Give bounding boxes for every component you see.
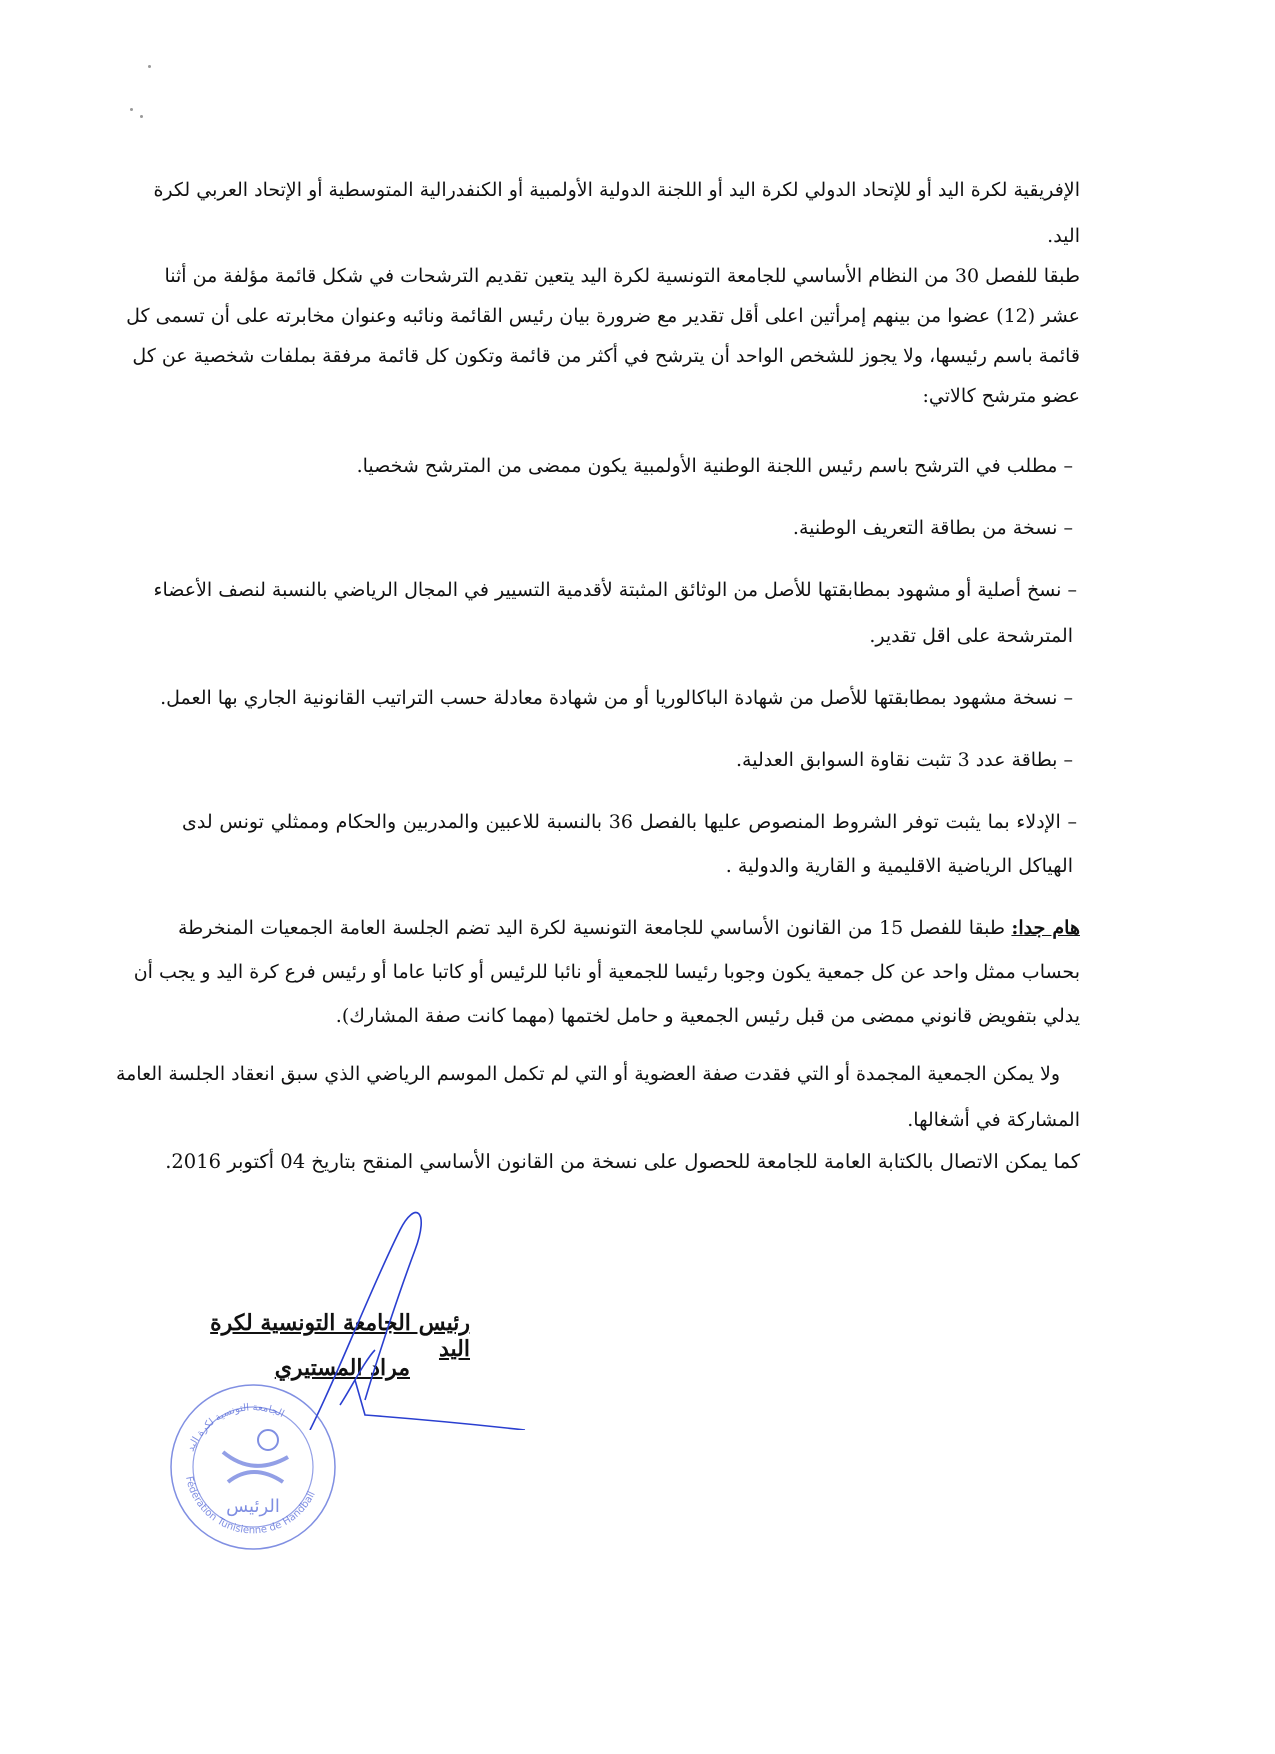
requirement-item: – نسخة مشهود بمطابقتها للأصل من شهادة الباكالوريا أو من شهادة معادلة حسب التراتيب القانونية الجاري بها العمل.	[160, 687, 1073, 709]
stamp-bottom-text: Fédération Tunisienne de Handball	[183, 1475, 318, 1537]
svg-text:الجامعة التونسية لكرة اليد	[186, 1402, 286, 1453]
federation-stamp	[168, 1382, 338, 1552]
important-line: يدلي بتفويض قانوني ممضى من قبل رئيس الجمعية و حامل لختمها (مهما كانت صفة المشارك).	[335, 1005, 1080, 1027]
requirement-item: – الإدلاء بما يثبت توفر الشروط المنصوص عليها بالفصل 36 بالنسبة للاعبين والمدربين والحكام وممثلي تونس لدى	[182, 811, 1078, 833]
important-label: هام جدا:	[1011, 917, 1080, 939]
requirement-item: – نسخة من بطاقة التعريف الوطنية.	[792, 517, 1073, 539]
requirement-item-cont: المترشحة على اقل تقدير.	[869, 625, 1073, 647]
stamp-center-text: الرئيس	[226, 1496, 280, 1517]
signatory-title: رئيس الجامعة التونسية لكرة اليد	[210, 1310, 470, 1362]
scan-speck	[140, 115, 143, 118]
exclusion-line: ولا يمكن الجمعية المجمدة أو التي فقدت صفة العضوية أو التي لم تكمل الموسم الرياضي الذي سبق انعقاد الجلسة العامة	[115, 1063, 1060, 1085]
stamp-top-text: الجامعة التونسية لكرة اليد	[185, 1402, 286, 1454]
requirement-item: – بطاقة عدد 3 تثبت نقاوة السوابق العدلية.	[735, 749, 1073, 771]
article30-line: قائمة باسم رئيسها، ولا يجوز للشخص الواحد أن يترشح في أكثر من قائمة وتكون كل قائمة مرفقة بملفات شخصية عن كل	[132, 345, 1080, 367]
important-line: هام جدا: طبقا للفصل 15 من القانون الأساسي للجامعة التونسية لكرة اليد تضم الجلسة العامة الجمعيات المنخرطة	[178, 917, 1080, 939]
important-line: بحساب ممثل واحد عن كل جمعية يكون وجوبا رئيسا للجمعية أو نائبا للرئيس أو كاتبا عاما أو رئيس فرع كرة اليد و يجب أن	[133, 961, 1080, 983]
signatory-name: مراد المستيري	[274, 1355, 410, 1381]
contact-line: كما يمكن الاتصال بالكتابة العامة للجامعة للحصول على نسخة من القانون الأساسي المنقح بتاريخ 04 أكتوبر 2016.	[165, 1150, 1080, 1173]
scan-speck	[130, 108, 133, 111]
intro-line: الإفريقية لكرة اليد أو للإتحاد الدولي لكرة اليد أو اللجنة الدولية الأولمبية أو الكنفدرالية المتوسطية أو الإتحاد العربي لكرة	[153, 179, 1080, 201]
article30-line: عضو مترشح كالاتي:	[922, 385, 1080, 407]
exclusion-line: المشاركة في أشغالها.	[907, 1109, 1080, 1131]
scan-speck	[148, 65, 151, 68]
intro-line: اليد.	[1047, 225, 1080, 247]
requirement-item: – نسخ أصلية أو مشهود بمطابقتها للأصل من الوثائق المثبتة لأقدمية التسيير في المجال الرياضي بالنسبة لنصف الأعضاء	[153, 579, 1077, 601]
article30-line: طبقا للفصل 30 من النظام الأساسي للجامعة التونسية لكرة اليد يتعين تقديم الترشحات في شكل قائمة مؤلفة من أثنا	[164, 265, 1080, 287]
article30-line: عشر (12) عضوا من بينهم إمرأتين اعلى أقل تقدير مع ضرورة بيان رئيس القائمة ونائبه وعنوان مخابرته على أن تسمى كل	[126, 305, 1080, 327]
requirement-item: – مطلب في الترشح باسم رئيس اللجنة الوطنية الأولمبية يكون ممضى من المترشح شخصيا.	[356, 455, 1073, 477]
requirement-item-cont: الهياكل الرياضية الاقليمية و القارية والدولية .	[725, 855, 1073, 877]
